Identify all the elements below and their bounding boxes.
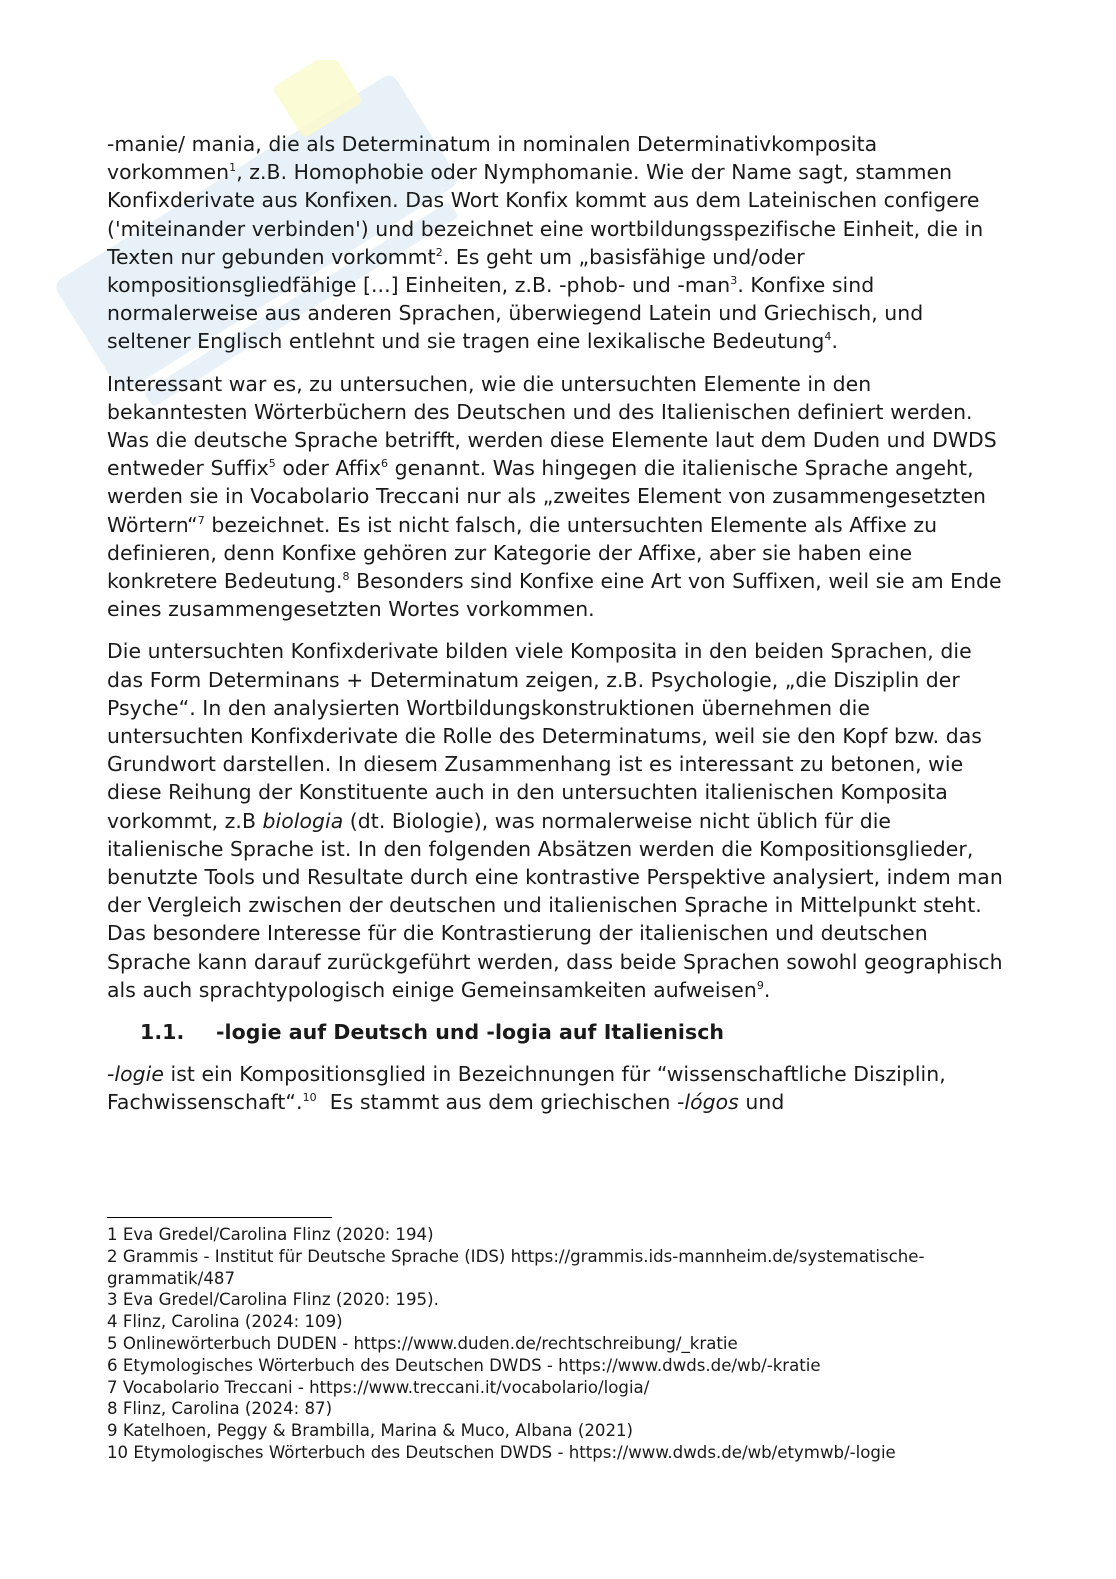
footnote-ref-10: 10	[302, 1091, 317, 1105]
footnote-ref-2: 2	[435, 245, 443, 259]
footnote: 4 Flinz, Carolina (2024: 109)	[107, 1312, 343, 1332]
section-heading	[107, 1018, 1007, 1046]
footnote: 2 Grammis - Institut für Deutsche Sprache (IDS) https://grammis.ids-mannheim.de/systematische-grammatik/487	[107, 1246, 925, 1288]
footnote-ref-3: 3	[730, 274, 738, 288]
paragraph-woerterbuecher: Interessant war es, zu untersuchen, wie die untersuchten Elemente in den bekanntesten Wörterbüchern des Deutschen und des Italienischen definiert werden. Was die deutsche Sprache betrifft, werden diese Elemente laut dem Duden und DWDS entweder Suffix$^5$ oder Affix$^6$ genannt. Was hingegen die italienische Sprache angeht, werden sie in Vocabolario Treccani nur als „zweites Element von zusammengesetzten Wörtern“$^7$ bezeichnet. Es ist nicht falsch, die untersuchten Elemente als Affixe zu definieren, denn Konfixe gehören zur Kategorie der Affixe, aber sie haben eine konkretere Bedeutung.$^8$ Besonders sind Konfixe eine Art von Suffixen, weil sie am Ende eines zusammengesetzten Wortes vorkommen.	[107, 371, 1002, 622]
paragraph-komposita: Die untersuchten Konfixderivate bilden viele Komposita in den beiden Sprachen, die das Form Determinans + Determinatum zeigen, z.B. Psychologie, „die Disziplin der Psyche“. In den analysierten Wortbildungskonstruktionen übernehmen die untersuchten Konfixderivate die Rolle des Determinatums, weil sie den Kopf bzw. das Grundwort darstellen. In diesem Zusammenhang ist es interessant zu betonen, wie diese Reihung der Konstituente auch in den untersuchten italienischen Komposita vorkommt, z.B biologia (dt. Biologie), was normalerweise nicht üblich für die italienische Sprache ist. In den folgenden Absätzen werden die Kompositionsglieder, benutzte Tools und Resultate durch eine kontrastive Perspektive analysiert, indem man der Vergleich zwischen der deutschen und italienischen Sprache in Mittelpunkt steht. Das besondere Interesse für die Kontrastierung der italienischen und deutschen Sprache kann darauf zurückgeführt werden, dass beide Sprachen sowohl geographisch als auch sprachtypologisch einige Gemeinsamkeiten aufweisen$^9$.	[107, 639, 1003, 1002]
footnote-ref-6: 6	[380, 457, 389, 471]
footnote-ref-8: 8	[342, 570, 350, 584]
footnote-separator	[107, 1217, 332, 1218]
footnote: 7 Vocabolario Treccani - https://www.treccani.it/vocabolario/logia/	[107, 1377, 650, 1397]
footnote: 10 Etymologisches Wörterbuch des Deutschen DWDS - https://www.dwds.de/wb/etymwb/-logie	[107, 1442, 896, 1462]
footnote-ref-4: 4	[824, 330, 832, 344]
footnote: 6 Etymologisches Wörterbuch des Deutschen DWDS - https://www.dwds.de/wb/-kratie	[107, 1355, 821, 1375]
footnote: 5 Onlinewörterbuch DUDEN - https://www.duden.de/rechtschreibung/_kratie	[107, 1333, 738, 1353]
footnote: 1 Eva Gredel/Carolina Flinz (2020: 194)	[107, 1225, 434, 1244]
section-number: 1.1.	[140, 1020, 185, 1045]
footnote: 3 Eva Gredel/Carolina Flinz (2020: 195).	[107, 1290, 439, 1310]
footnote-ref-1: 1	[229, 161, 237, 175]
section-title: -logie auf Deutsch und -logia auf Italienisch	[216, 1020, 725, 1045]
footnote-ref-9: 9	[756, 978, 764, 992]
footnote-ref-5: 5	[268, 457, 276, 471]
paragraph-konfixe: -manie/ mania, die als Determinatum in nominalen Determinativkomposita vorkommen$^1$, z.B. Homophobie oder Nymphomanie. Wie der Name sagt, stammen Konfixderivate aus Konfixen. Das Wort Konfix kommt aus dem Lateinischen configere ('miteinander verbinden') und bezeichnet eine wortbildungsspezifische Einheit, die in Texten nur gebunden vorkommt$^2$. Es geht um „basisfähige und/oder kompositionsgliedfähige [...] Einheiten, z.B. -phob- und -man$^3$. Konfixe sind normalerweise aus anderen Sprachen, überwiegend Latein und Griechisch, und seltener Englisch entlehnt und sie tragen eine lexikalische Bedeutung$^4$.	[107, 132, 984, 354]
document-body	[107, 130, 1007, 1131]
paragraph-logie: -logie ist ein Kompositionsglied in Bezeichnungen für “wissenschaftliche Disziplin, Fachwissenschaft“.$^{10}$ Es stammt aus dem griechischen -lógos und	[107, 1062, 946, 1115]
footnotes	[107, 1224, 1007, 1464]
footnote-ref-7: 7	[197, 513, 205, 527]
footnote: 8 Flinz, Carolina (2024: 87)	[107, 1399, 333, 1419]
footnote: 9 Katelhoen, Peggy & Brambilla, Marina & Muco, Albana (2021)	[107, 1421, 634, 1441]
